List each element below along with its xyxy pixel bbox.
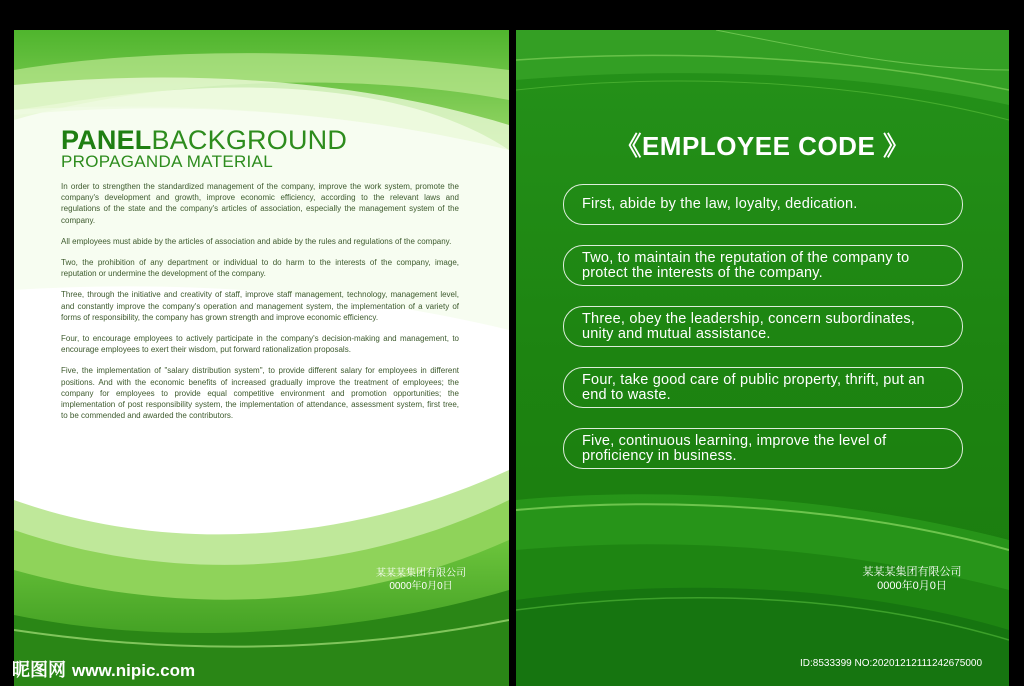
site-name-cn: 昵图网	[12, 660, 66, 681]
code-item: Two, to maintain the reputation of the company to protect the interests of the company.	[563, 245, 963, 286]
body-text	[61, 181, 459, 431]
image-id-watermark: ID:8533399 NO:20201212111242675000	[800, 658, 983, 669]
site-watermark	[12, 656, 195, 682]
date-text: 0000年0月0日	[389, 581, 453, 592]
paragraph: Two, the prohibition of any department or individual to do harm to the interests of the company, image, reputation or undermine the development of the company.	[61, 258, 459, 279]
left-panel	[14, 30, 509, 686]
paragraph: Four, to encourage employees to actively participate in the company's decision-making and management, to encourage employees to exert their wisdom, put forward rationalization proposals.	[61, 334, 459, 355]
company-name: 某某某集团有限公司	[862, 566, 962, 578]
title-bold-part: PANEL	[61, 125, 152, 155]
right-signature	[852, 565, 972, 593]
code-item: First, abide by the law, loyalty, dedication.	[563, 184, 963, 225]
employee-code-title: 《EMPLOYEE CODE 》	[615, 131, 910, 161]
site-url: www.nipic.com	[72, 661, 196, 680]
code-item: Five, continuous learning, improve the level of proficiency in business.	[563, 428, 963, 469]
right-panel	[516, 30, 1009, 686]
code-item: Three, obey the leadership, concern subordinates, unity and mutual assistance.	[563, 306, 963, 347]
left-signature	[366, 567, 476, 593]
code-item: Four, take good care of public property, thrift, put an end to waste.	[563, 367, 963, 408]
company-name: 某某某集团有限公司	[376, 568, 466, 579]
panel-title	[61, 126, 347, 154]
date-text: 0000年0月0日	[877, 580, 947, 592]
paragraph: Five, the implementation of "salary distribution system", to provide different salary for employees in different positions. And with the economic benefits of increased gradually improve the treatment of employees; the company for employees to provide equal competitive environment and promotion opportunities; the implementation of post responsibility system, the implementation of attendance, assessment system, first tree, to be commended and awarded the contributors.	[61, 366, 459, 421]
paragraph: In order to strengthen the standardized management of the company, improve the work system, promote the company's development and growth, improve economic efficiency, according to the relevant laws and regulations of the state and the company's articles of association, especially the management system of the company.	[61, 182, 459, 225]
paragraph: Three, through the initiative and creativity of staff, improve staff management, technology, management level, and constantly improve the company's operation and management system, the implementation of a variety of forms of responsibility, the company has grown strength and improve economic efficiency.	[61, 290, 459, 322]
panel-subtitle: PROPAGANDA MATERIAL	[61, 152, 273, 171]
paragraph: All employees must abide by the articles of association and abide by the rules and regulations of the company.	[61, 236, 452, 246]
title-light-part: BACKGROUND	[151, 125, 348, 155]
